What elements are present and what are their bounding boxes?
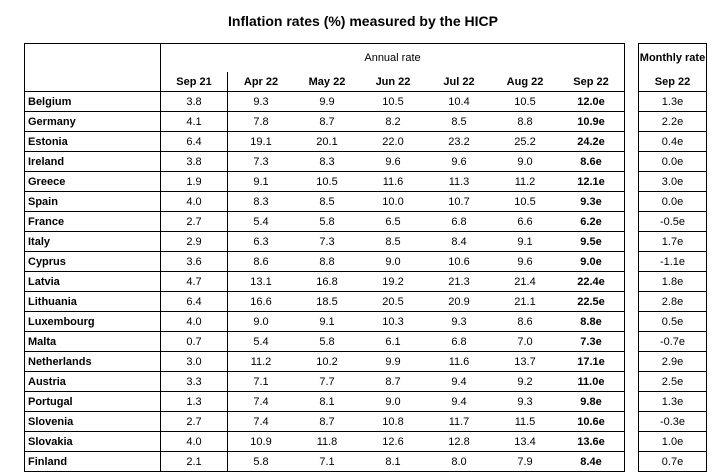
value-cell: 2.7 [161, 212, 228, 232]
value-cell: 10.3 [360, 312, 426, 332]
value-cell: 9.6 [492, 252, 558, 272]
column-header: Jun 22 [360, 72, 426, 92]
value-cell: 9.4 [426, 372, 492, 392]
value-cell: 11.0e [558, 372, 625, 392]
value-cell: 9.6 [360, 152, 426, 172]
value-cell: 9.1 [492, 232, 558, 252]
value-cell: 6.3 [228, 232, 295, 252]
value-cell: 13.6e [558, 432, 625, 452]
value-cell: 10.5 [492, 92, 558, 112]
table-row [25, 352, 625, 372]
value-cell: 6.2e [558, 212, 625, 232]
country-cell: Slovenia [25, 412, 161, 432]
table-row [25, 312, 625, 332]
value-cell: 9.2 [492, 372, 558, 392]
value-cell: 7.1 [294, 452, 360, 472]
monthly-row [639, 272, 707, 292]
value-cell: 8.7 [360, 372, 426, 392]
value-cell: 6.8 [426, 332, 492, 352]
value-cell: 8.8e [558, 312, 625, 332]
monthly-value-cell: 1.3e [639, 392, 707, 412]
value-cell: 2.1 [161, 452, 228, 472]
country-cell: Latvia [25, 272, 161, 292]
table-row [25, 132, 625, 152]
monthly-row [639, 212, 707, 232]
value-cell: 11.6 [426, 352, 492, 372]
column-header-row [25, 72, 625, 92]
value-cell: 7.9 [492, 452, 558, 472]
value-cell: 9.9 [360, 352, 426, 372]
value-cell: 8.7 [294, 412, 360, 432]
value-cell: 8.5 [294, 192, 360, 212]
monthly-row [639, 92, 707, 112]
value-cell: 6.4 [161, 132, 228, 152]
country-cell: Austria [25, 372, 161, 392]
value-cell: 10.0 [360, 192, 426, 212]
value-cell: 21.1 [492, 292, 558, 312]
monthly-value-cell: 1.7e [639, 232, 707, 252]
monthly-value-cell: -1.1e [639, 252, 707, 272]
value-cell: 13.4 [492, 432, 558, 452]
table-body [25, 92, 625, 472]
value-cell: 19.1 [228, 132, 295, 152]
value-cell: 16.8 [294, 272, 360, 292]
table-row [25, 332, 625, 352]
monthly-row [639, 192, 707, 212]
monthly-value-cell: 3.0e [639, 172, 707, 192]
value-cell: 7.7 [294, 372, 360, 392]
country-cell: France [25, 212, 161, 232]
value-cell: 6.1 [360, 332, 426, 352]
value-cell: 1.3 [161, 392, 228, 412]
value-cell: 7.4 [228, 412, 295, 432]
value-cell: 9.6 [426, 152, 492, 172]
value-cell: 4.0 [161, 432, 228, 452]
monthly-row [639, 112, 707, 132]
value-cell: 19.2 [360, 272, 426, 292]
country-cell: Cyprus [25, 252, 161, 272]
value-cell: 9.4 [426, 392, 492, 412]
value-cell: 13.1 [228, 272, 295, 292]
country-cell: Luxembourg [25, 312, 161, 332]
table-row [25, 232, 625, 252]
value-cell: 5.4 [228, 212, 295, 232]
country-cell: Lithuania [25, 292, 161, 312]
value-cell: 8.2 [360, 112, 426, 132]
value-cell: 21.3 [426, 272, 492, 292]
value-cell: 5.8 [294, 332, 360, 352]
value-cell: 9.3 [492, 392, 558, 412]
monthly-row [639, 352, 707, 372]
value-cell: 7.3 [294, 232, 360, 252]
table-row [25, 432, 625, 452]
table-row [25, 392, 625, 412]
monthly-value-cell: -0.7e [639, 332, 707, 352]
value-cell: 0.7 [161, 332, 228, 352]
value-cell: 25.2 [492, 132, 558, 152]
value-cell: 22.5e [558, 292, 625, 312]
value-cell: 20.1 [294, 132, 360, 152]
table-row [25, 192, 625, 212]
value-cell: 12.1e [558, 172, 625, 192]
value-cell: 4.0 [161, 192, 228, 212]
value-cell: 10.8 [360, 412, 426, 432]
value-cell: 8.3 [294, 152, 360, 172]
value-cell: 1.9 [161, 172, 228, 192]
monthly-value-cell: 1.3e [639, 92, 707, 112]
country-cell: Greece [25, 172, 161, 192]
value-cell: 6.4 [161, 292, 228, 312]
value-cell: 8.1 [294, 392, 360, 412]
value-cell: 9.0 [492, 152, 558, 172]
value-cell: 22.0 [360, 132, 426, 152]
monthly-value-cell: 0.0e [639, 192, 707, 212]
monthly-value-cell: 0.5e [639, 312, 707, 332]
value-cell: 9.9 [294, 92, 360, 112]
table-row [25, 252, 625, 272]
country-cell: Estonia [25, 132, 161, 152]
country-cell: Portugal [25, 392, 161, 412]
monthly-value-cell: 0.4e [639, 132, 707, 152]
monthly-value-cell: 0.0e [639, 152, 707, 172]
value-cell: 9.1 [228, 172, 295, 192]
value-cell: 9.1 [294, 312, 360, 332]
monthly-row [639, 332, 707, 352]
monthly-rate-header: Monthly rate [639, 44, 707, 73]
value-cell: 8.6e [558, 152, 625, 172]
value-cell: 21.4 [492, 272, 558, 292]
page-title: Inflation rates (%) measured by the HICP [228, 13, 498, 29]
country-cell: Spain [25, 192, 161, 212]
annual-rate-table [24, 43, 625, 472]
corner-cell [25, 72, 161, 92]
value-cell: 23.2 [426, 132, 492, 152]
country-cell: Belgium [25, 92, 161, 112]
value-cell: 10.5 [360, 92, 426, 112]
monthly-value-cell: -0.5e [639, 212, 707, 232]
value-cell: 24.2e [558, 132, 625, 152]
monthly-table-body [639, 92, 707, 472]
table-row [25, 292, 625, 312]
value-cell: 3.6 [161, 252, 228, 272]
monthly-row [639, 432, 707, 452]
value-cell: 18.5 [294, 292, 360, 312]
table-row [25, 212, 625, 232]
country-cell: Finland [25, 452, 161, 472]
monthly-row [639, 412, 707, 432]
monthly-row [639, 172, 707, 192]
monthly-value-cell: 2.5e [639, 372, 707, 392]
column-header: Sep 21 [161, 72, 228, 92]
value-cell: 8.7 [294, 112, 360, 132]
monthly-row [639, 372, 707, 392]
country-cell: Slovakia [25, 432, 161, 452]
value-cell: 9.3 [228, 92, 295, 112]
value-cell: 9.3 [426, 312, 492, 332]
value-cell: 9.0 [228, 312, 295, 332]
column-header: Jul 22 [426, 72, 492, 92]
value-cell: 10.7 [426, 192, 492, 212]
value-cell: 13.7 [492, 352, 558, 372]
value-cell: 6.8 [426, 212, 492, 232]
value-cell: 7.8 [228, 112, 295, 132]
value-cell: 7.4 [228, 392, 295, 412]
value-cell: 12.6 [360, 432, 426, 452]
monthly-value-cell: 1.0e [639, 432, 707, 452]
value-cell: 3.0 [161, 352, 228, 372]
monthly-row [639, 132, 707, 152]
column-header: Sep 22 [558, 72, 625, 92]
country-cell: Italy [25, 232, 161, 252]
value-cell: 16.6 [228, 292, 295, 312]
monthly-row [639, 232, 707, 252]
monthly-value-cell: 1.8e [639, 272, 707, 292]
value-cell: 8.3 [228, 192, 295, 212]
annual-rate-header: Annual rate [161, 44, 625, 73]
value-cell: 11.5 [492, 412, 558, 432]
value-cell: 3.8 [161, 152, 228, 172]
value-cell: 11.6 [360, 172, 426, 192]
value-cell: 11.2 [228, 352, 295, 372]
value-cell: 8.5 [360, 232, 426, 252]
value-cell: 9.3e [558, 192, 625, 212]
corner-cell [25, 44, 161, 73]
value-cell: 3.8 [161, 92, 228, 112]
value-cell: 9.5e [558, 232, 625, 252]
monthly-row [639, 312, 707, 332]
value-cell: 22.4e [558, 272, 625, 292]
column-header: May 22 [294, 72, 360, 92]
monthly-value-cell: 0.7e [639, 452, 707, 472]
monthly-rate-table [638, 43, 707, 472]
value-cell: 5.8 [228, 452, 295, 472]
value-cell: 10.9e [558, 112, 625, 132]
country-cell: Ireland [25, 152, 161, 172]
table-row [25, 372, 625, 392]
value-cell: 10.9 [228, 432, 295, 452]
value-cell: 7.3 [228, 152, 295, 172]
value-cell: 8.5 [426, 112, 492, 132]
monthly-value-cell: 2.9e [639, 352, 707, 372]
country-cell: Netherlands [25, 352, 161, 372]
value-cell: 8.6 [228, 252, 295, 272]
monthly-row [639, 392, 707, 412]
monthly-value-cell: -0.3e [639, 412, 707, 432]
country-cell: Malta [25, 332, 161, 352]
value-cell: 4.0 [161, 312, 228, 332]
value-cell: 10.5 [294, 172, 360, 192]
value-cell: 7.3e [558, 332, 625, 352]
value-cell: 10.5 [492, 192, 558, 212]
value-cell: 8.1 [360, 452, 426, 472]
table-row [25, 272, 625, 292]
value-cell: 7.0 [492, 332, 558, 352]
value-cell: 17.1e [558, 352, 625, 372]
monthly-column-header: Sep 22 [639, 72, 707, 92]
value-cell: 9.8e [558, 392, 625, 412]
value-cell: 5.8 [294, 212, 360, 232]
value-cell: 10.6 [426, 252, 492, 272]
value-cell: 8.4 [426, 232, 492, 252]
value-cell: 9.0e [558, 252, 625, 272]
value-cell: 8.8 [294, 252, 360, 272]
value-cell: 8.4e [558, 452, 625, 472]
value-cell: 12.0e [558, 92, 625, 112]
value-cell: 3.3 [161, 372, 228, 392]
monthly-row [639, 252, 707, 272]
value-cell: 12.8 [426, 432, 492, 452]
value-cell: 6.5 [360, 212, 426, 232]
value-cell: 10.4 [426, 92, 492, 112]
value-cell: 5.4 [228, 332, 295, 352]
value-cell: 4.7 [161, 272, 228, 292]
value-cell: 11.3 [426, 172, 492, 192]
country-cell: Germany [25, 112, 161, 132]
value-cell: 11.8 [294, 432, 360, 452]
value-cell: 20.5 [360, 292, 426, 312]
monthly-row [639, 152, 707, 172]
column-header: Aug 22 [492, 72, 558, 92]
value-cell: 10.6e [558, 412, 625, 432]
value-cell: 2.7 [161, 412, 228, 432]
value-cell: 11.7 [426, 412, 492, 432]
value-cell: 11.2 [492, 172, 558, 192]
monthly-row [639, 292, 707, 312]
value-cell: 6.6 [492, 212, 558, 232]
column-header: Apr 22 [228, 72, 295, 92]
value-cell: 2.9 [161, 232, 228, 252]
value-cell: 9.0 [360, 392, 426, 412]
table-row [25, 412, 625, 432]
table-row [25, 112, 625, 132]
value-cell: 9.0 [360, 252, 426, 272]
value-cell: 10.2 [294, 352, 360, 372]
value-cell: 8.0 [426, 452, 492, 472]
monthly-value-cell: 2.2e [639, 112, 707, 132]
table-row [25, 92, 625, 112]
value-cell: 7.1 [228, 372, 295, 392]
value-cell: 8.6 [492, 312, 558, 332]
value-cell: 4.1 [161, 112, 228, 132]
table-row [25, 172, 625, 192]
value-cell: 8.8 [492, 112, 558, 132]
value-cell: 20.9 [426, 292, 492, 312]
monthly-value-cell: 2.8e [639, 292, 707, 312]
table-row [25, 152, 625, 172]
